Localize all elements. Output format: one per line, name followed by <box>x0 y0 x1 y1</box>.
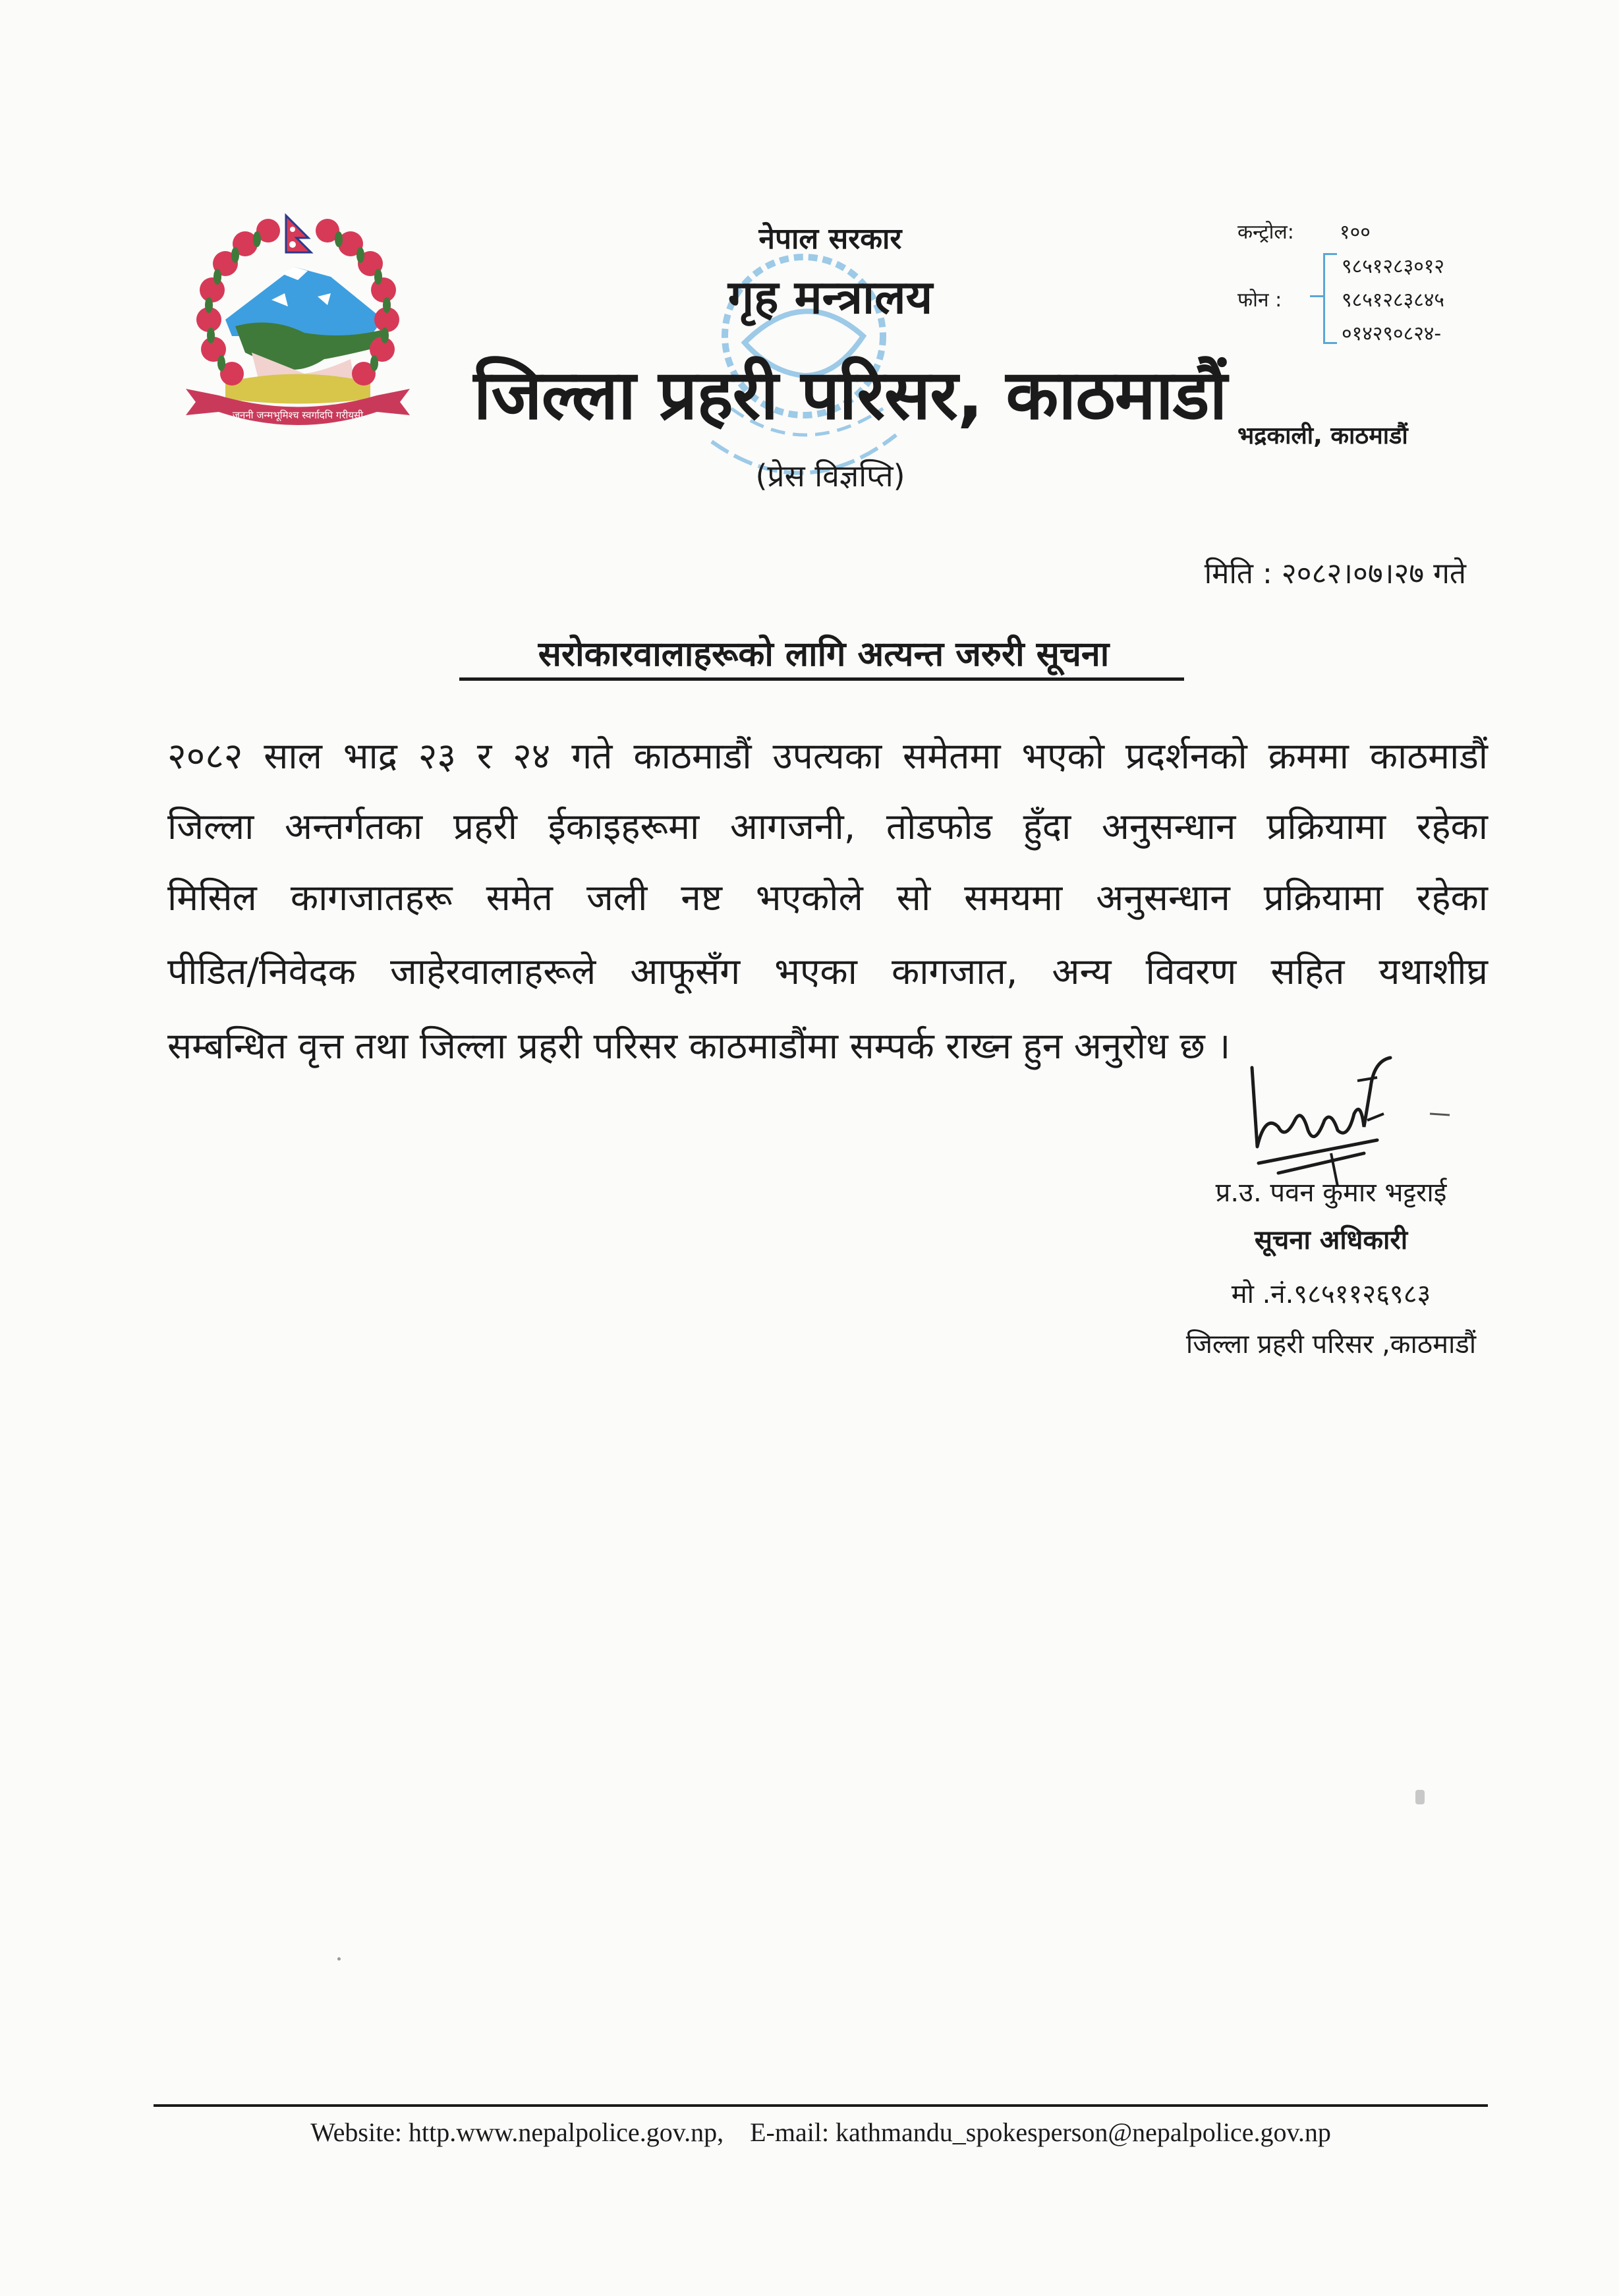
footer-contact: Website: http.www.nepalpolice.gov.np, E-mail: kathmandu_spokesperson@nepalpolice.gov.np <box>310 2117 1331 2147</box>
footer-rule <box>154 2104 1488 2107</box>
svg-text:जननी जन्मभूमिश्च स्वर्गादपि गर: जननी जन्मभूमिश्च स्वर्गादपि गरीयसी <box>232 409 364 421</box>
subject-heading: सरोकारवालाहरूको लागि अत्यन्त जरुरी सूचना <box>538 635 1110 674</box>
brace-icon <box>1310 295 1324 297</box>
date-label: मिति <box>1204 557 1253 590</box>
date-value: : २०८२।०७।२७ गते <box>1262 557 1466 590</box>
ministry-name: गृह मन्त्रालय <box>727 270 933 324</box>
brace-icon <box>1323 253 1337 344</box>
phone-number: ०१४२९०८२४- <box>1342 322 1442 345</box>
phone-number: ९८५१२८३८४५ <box>1342 289 1444 312</box>
scan-speck <box>1415 1790 1425 1804</box>
date-line <box>1120 552 1466 592</box>
nepal-emblem-icon <box>173 201 423 445</box>
phone-number: ९८५१२८३०१२ <box>1342 255 1444 278</box>
control-number: १०० <box>1340 221 1371 244</box>
control-label: कन्ट्रोल: <box>1237 221 1294 244</box>
scan-speck <box>337 1957 341 1961</box>
signatory-mobile: मो .नं.९८५११२६९८३ <box>1231 1279 1431 1309</box>
subject-underline <box>459 677 1184 681</box>
body-line: जिल्ला अन्तर्गतका प्रहरी ईकाइहरूमा आगजनी, तोडफोड हुँदा अनुसन्धान प्रक्रियामा रहेका <box>167 805 1488 847</box>
body-line: २०८२ साल भाद्र २३ र २४ गते काठमाडौं उपत्यका समेतमा भएको प्रदर्शनको क्रममा काठमाडौं <box>167 735 1488 777</box>
body-line: सम्बन्धित वृत्त तथा जिल्ला प्रहरी परिसर काठमाडौंमा सम्पर्क राख्न हुन अनुरोध छ । <box>167 1025 1231 1067</box>
government-name: नेपाल सरकार <box>758 222 902 256</box>
signatory-designation: सूचना अधिकारी <box>1254 1225 1408 1255</box>
signatory-office: जिल्ला प्रहरी परिसर ,काठमाडौं <box>1185 1329 1477 1360</box>
signatory-name: प्र.उ. पवन कुमार भट्टराई <box>1215 1178 1447 1208</box>
body-line: मिसिल कागजातहरू समेत जली नष्ट भएकोले सो समयमा अनुसन्धान प्रक्रियामा रहेका <box>167 876 1488 919</box>
office-title: जिल्ला प्रहरी परिसर, काठमाडौं <box>473 355 1227 435</box>
document-type: (प्रेस विज्ञप्ति) <box>755 458 905 494</box>
signature-icon <box>1239 1048 1463 1186</box>
phone-label: फोन : <box>1237 289 1282 312</box>
body-line: पीडित/निवेदक जाहेरवालाहरूले आफूसँग भएका कागजात, अन्य विवरण सहित यथाशीघ्र <box>167 950 1488 992</box>
office-address: भद्रकाली, काठमाडौं <box>1237 422 1408 449</box>
